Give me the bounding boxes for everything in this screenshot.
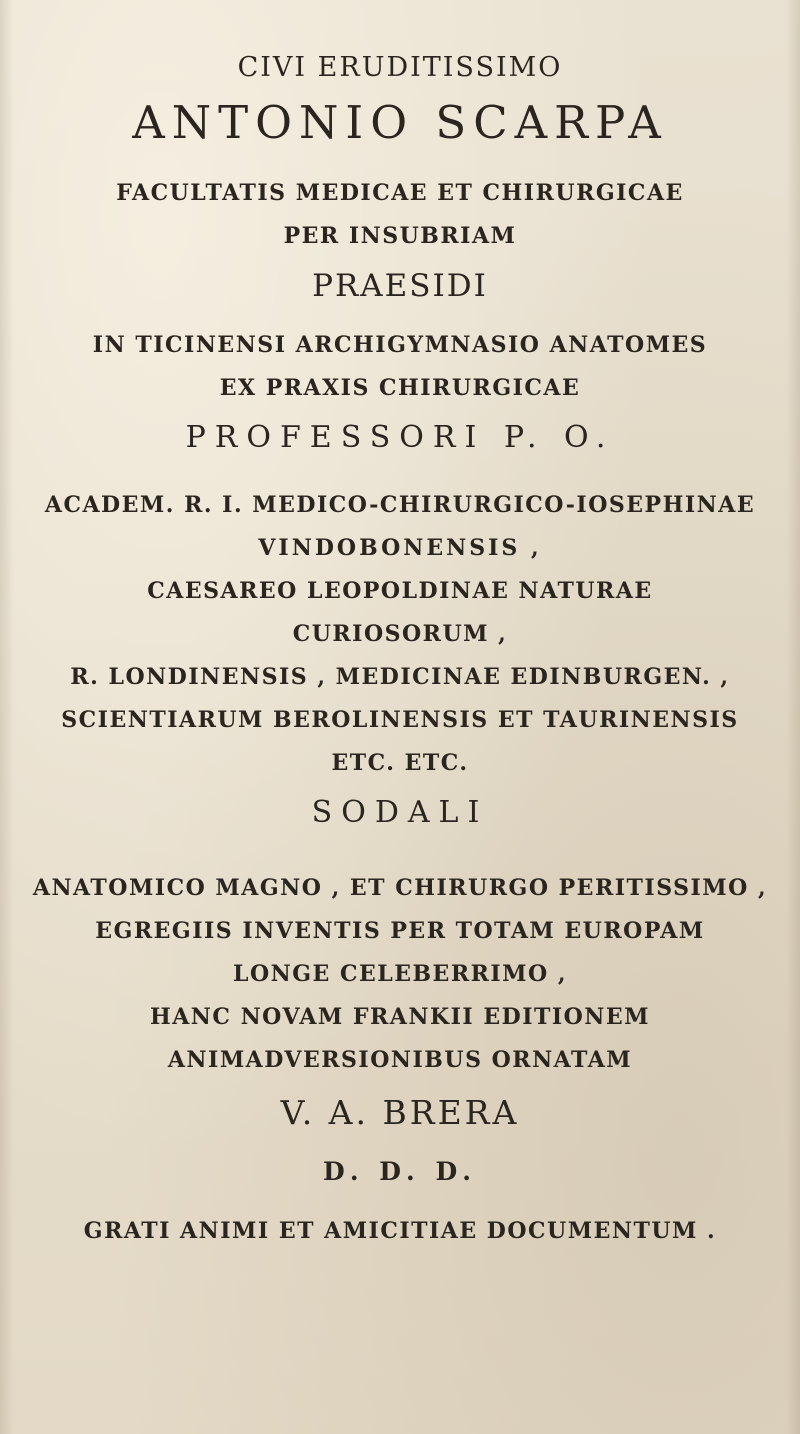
line-facultatis: FACULTATIS MEDICAE ET CHIRURGICAE bbox=[116, 180, 684, 206]
line-egregiis: EGREGIIS INVENTIS PER TOTAM EUROPAM bbox=[95, 918, 705, 944]
line-initials: D. D. D. bbox=[323, 1157, 477, 1186]
author-brera: V. A. BRERA bbox=[280, 1093, 520, 1132]
title-praesidi: PRAESIDI bbox=[312, 268, 488, 304]
line-caesareo: CAESAREO LEOPOLDINAE NATURAE bbox=[147, 578, 653, 604]
dedicatee-name: ANTONIO SCARPA bbox=[132, 96, 668, 149]
line-academ: ACADEM. R. I. MEDICO-CHIRURGICO-IOSEPHINAE bbox=[44, 492, 756, 518]
line-longe: LONGE CELEBERRIMO , bbox=[232, 961, 568, 987]
title-professori: PROFESSORI P. O. bbox=[185, 420, 615, 455]
line-hanc: HANC NOVAM FRANKII EDITIONEM bbox=[149, 1004, 651, 1030]
dedication-opening: CIVI ERUDITISSIMO bbox=[237, 52, 563, 83]
title-sodali: SODALI bbox=[311, 795, 489, 830]
line-praxis: EX PRAXIS CHIRURGICAE bbox=[219, 375, 581, 401]
line-anatomico: ANATOMICO MAGNO , ET CHIRURGO PERITISSIMO , bbox=[32, 875, 768, 901]
line-ticinensi: IN TICINENSI ARCHIGYMNASIO ANATOMES bbox=[92, 332, 708, 358]
line-insubriam: PER INSUBRIAM bbox=[283, 223, 517, 249]
line-curiosorum: CURIOSORUM , bbox=[292, 621, 508, 647]
line-grati: GRATI ANIMI ET AMICITIAE DOCUMENTUM . bbox=[83, 1218, 717, 1244]
line-vindobonensis: VINDOBONENSIS , bbox=[258, 535, 542, 561]
line-etc: ETC. ETC. bbox=[331, 750, 469, 776]
line-scientiarum: SCIENTIARUM BEROLINENSIS ET TAURINENSIS bbox=[61, 707, 739, 733]
line-animadversionibus: ANIMADVERSIONIBUS ORNATAM bbox=[167, 1047, 633, 1073]
line-londinensis: R. LONDINENSIS , MEDICINAE EDINBURGEN. , bbox=[70, 664, 730, 690]
